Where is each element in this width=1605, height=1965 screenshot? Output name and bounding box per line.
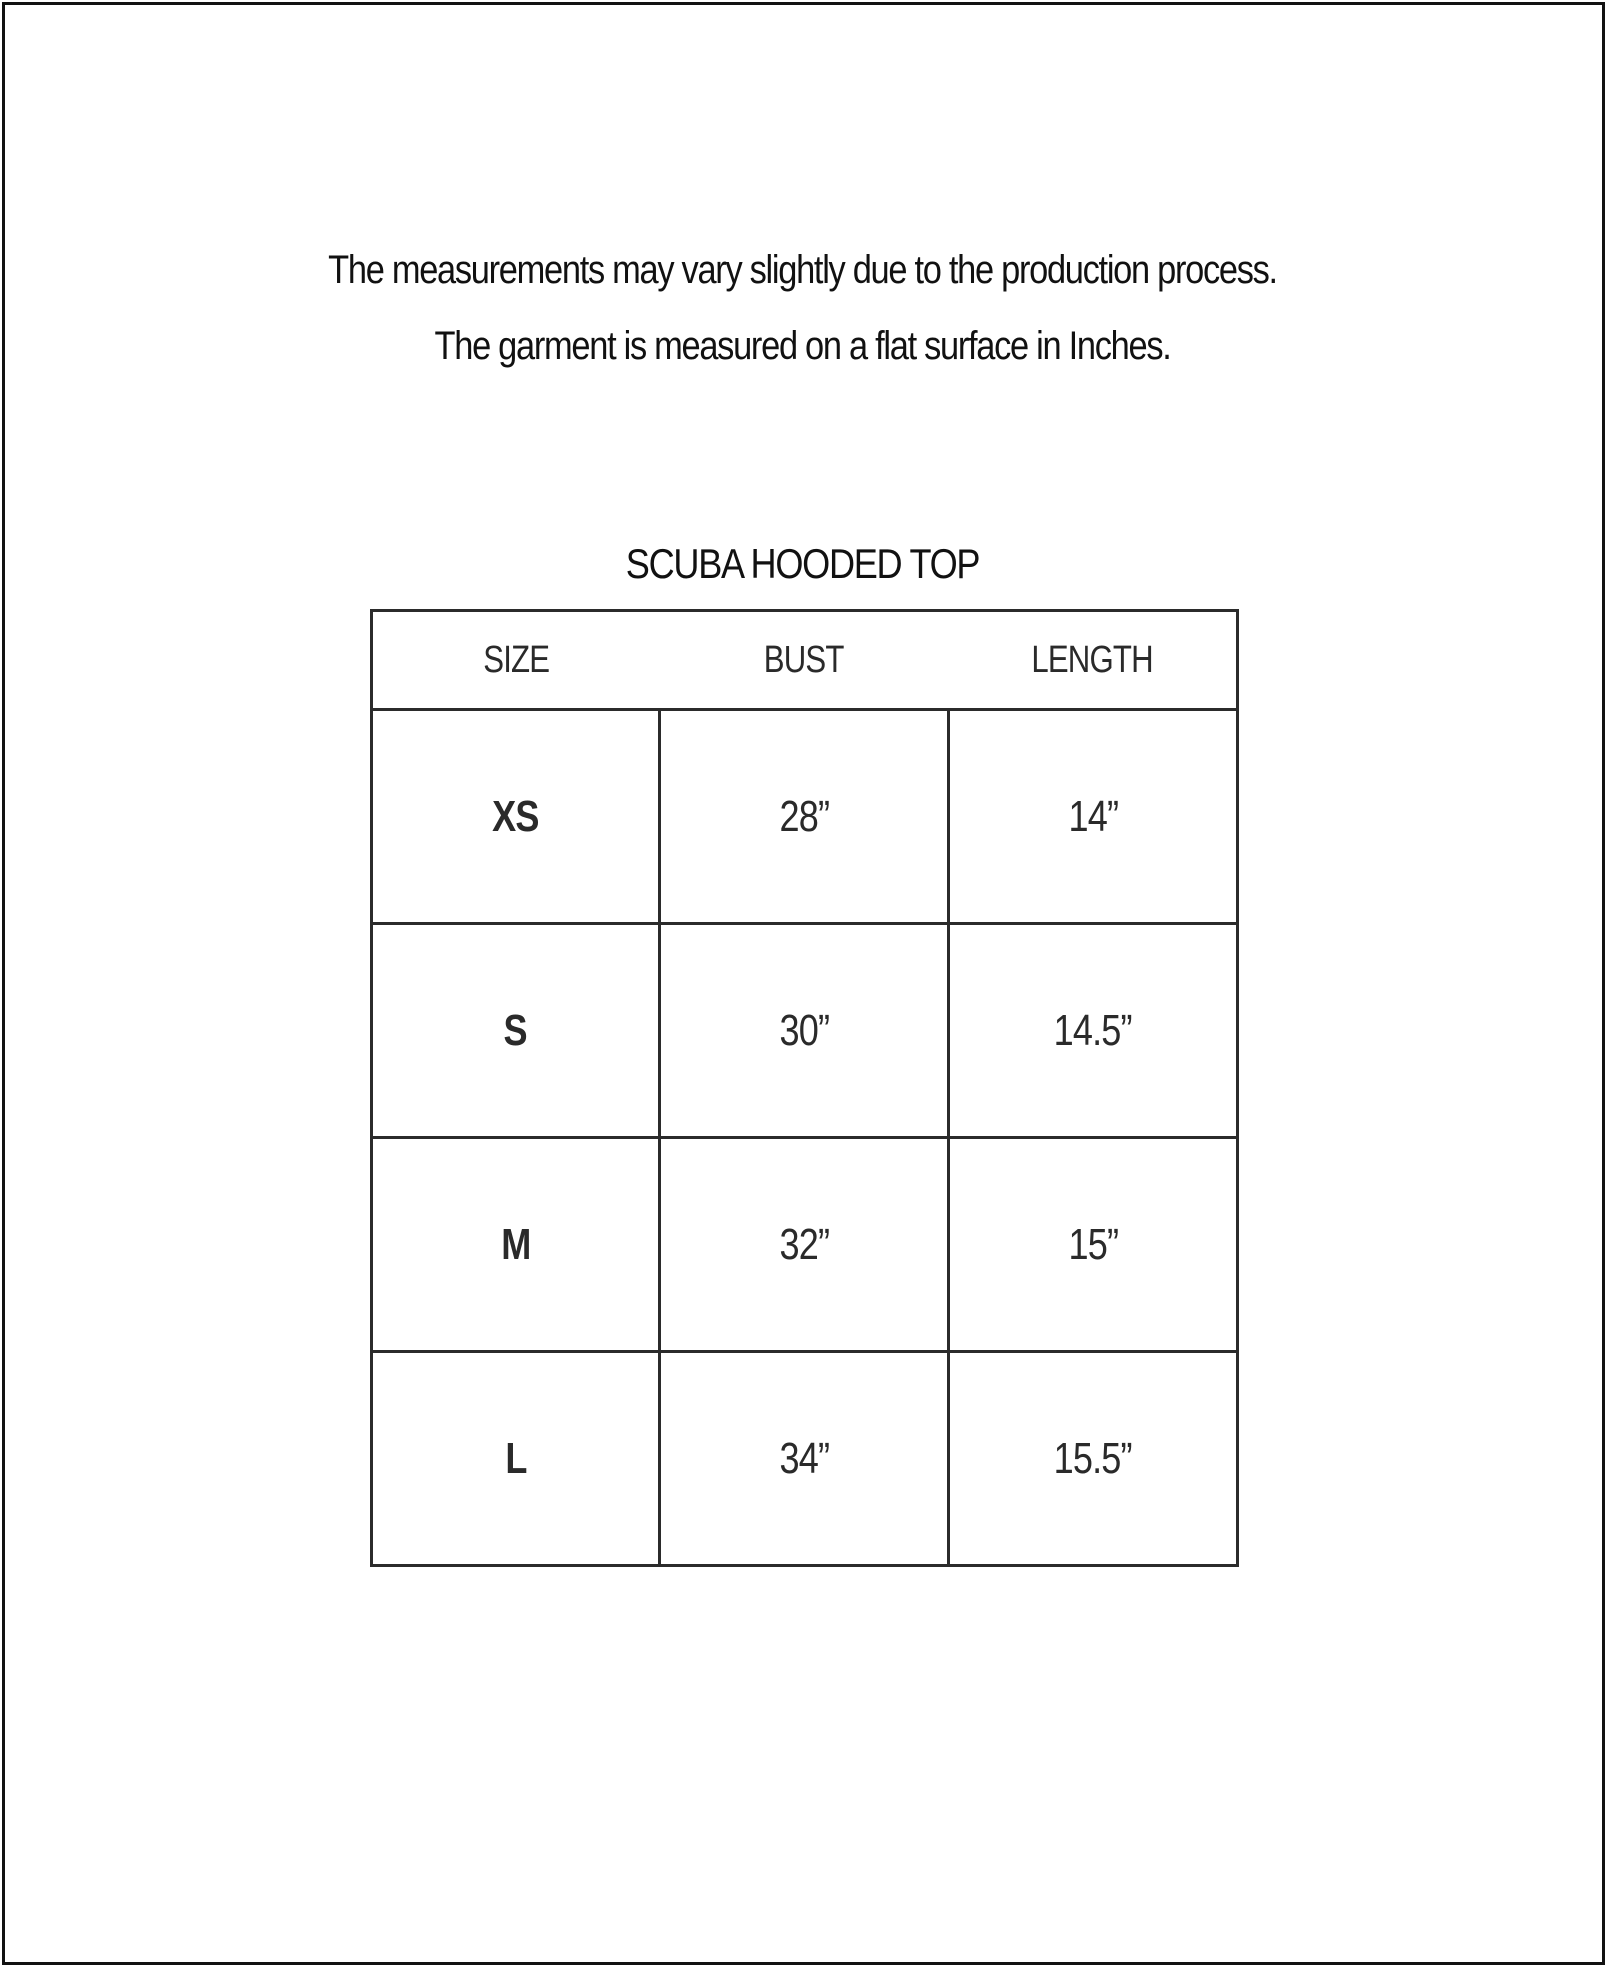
length-cell: 15”	[949, 1138, 1238, 1352]
table-row	[372, 710, 1238, 924]
note-line-flat-surface: The garment is measured on a flat surface in Inches.	[434, 324, 1171, 368]
bust-cell: 28”	[660, 710, 949, 924]
table-row	[372, 1352, 1238, 1566]
length-cell: 14.5”	[949, 924, 1238, 1138]
size-cell: XS	[372, 710, 660, 924]
measurement-notes	[0, 232, 1605, 384]
column-header-length: LENGTH	[949, 611, 1238, 710]
bust-cell: 34”	[660, 1352, 949, 1566]
column-header-bust: BUST	[660, 611, 949, 710]
size-chart-table	[370, 609, 1239, 1567]
table-title: SCUBA HOODED TOP	[625, 540, 980, 587]
table-row	[372, 924, 1238, 1138]
bust-cell: 32”	[660, 1138, 949, 1352]
size-cell: L	[372, 1352, 660, 1566]
size-cell: M	[372, 1138, 660, 1352]
length-cell: 14”	[949, 710, 1238, 924]
bust-cell: 30”	[660, 924, 949, 1138]
table-row	[372, 1138, 1238, 1352]
column-header-size: SIZE	[372, 611, 660, 710]
note-line-variation: The measurements may vary slightly due to the production process.	[328, 248, 1277, 292]
length-cell: 15.5”	[949, 1352, 1238, 1566]
size-cell: S	[372, 924, 660, 1138]
table-header-row	[372, 611, 1238, 710]
